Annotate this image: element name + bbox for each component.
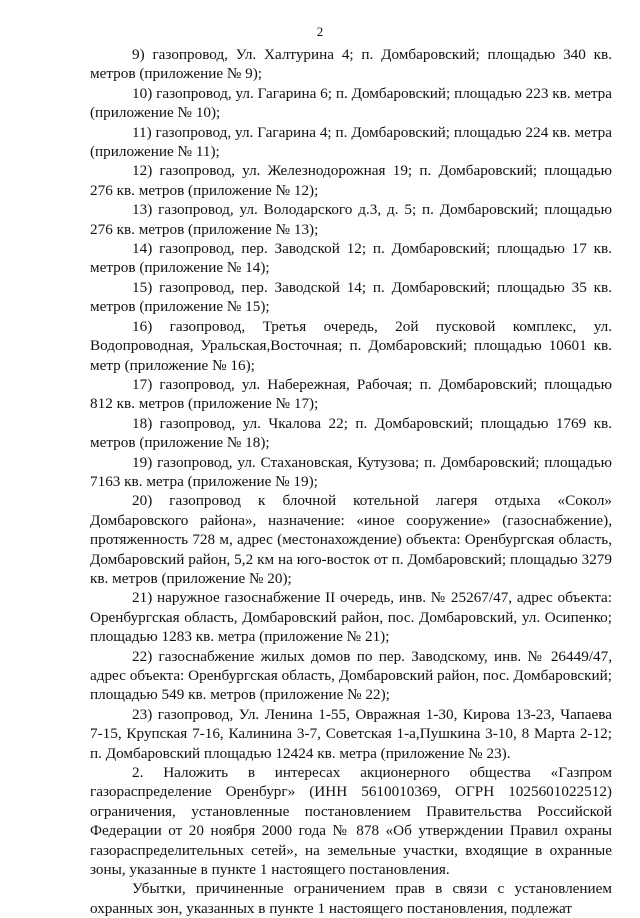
list-item-13: 13) газопровод, ул. Володарского д.3, д. 5; п. Домбаровский; площадью 276 кв. метров (приложение № 13);	[90, 201, 612, 238]
page-number: 2	[316, 24, 324, 39]
damages-paragraph: Убытки, причиненные ограничением прав в связи с установлением охранных зон, указанных в пункте 1 настоящего постановления, подлежат	[90, 880, 612, 917]
document-body	[90, 45, 612, 918]
list-item-20: 20) газопровод к блочной котельной лагеря отдыха «Сокол» Домбаровского района», назначение: «иное сооружение» (газоснабжение), протяженность 728 м, адрес (местонахождение) объекта: Оренбургская область, Домбаровский район, 5,2 км на юго-восток от п. Домбаровский; площадью 3279 кв. метров (приложение № 20);	[90, 492, 612, 587]
list-item-18: 18) газопровод, ул. Чкалова 22; п. Домбаровский; площадью 1769 кв. метров (приложение № 18);	[90, 414, 612, 452]
clause-2: 2. Наложить в интересах акционерного общества «Газпром газораспределение Оренбург» (ИНН 5610010369, ОГРН 1025601022512) ограничения, установленные постановлением Правительства Российской Федерации от 20 ноября 2000 года № 878 «Об утверждении Правил охраны газораспределительных сетей», на земельные участки, входящие в охранные зоны, указанные в пункте 1 настоящего постановления.	[90, 764, 612, 879]
list-item-14: 14) газопровод, пер. Заводской 12; п. Домбаровский; площадью 17 кв. метров (приложение № 14);	[90, 240, 612, 277]
list-item-12: 12) газопровод, ул. Железнодорожная 19; п. Домбаровский; площадью 276 кв. метров (приложение № 12);	[90, 162, 612, 199]
list-item-19: 19) газопровод, ул. Стахановская, Кутузова; п. Домбаровский; площадью 7163 кв. метра (приложение № 19);	[90, 453, 612, 490]
list-item-22: 22) газоснабжение жилых домов по пер. Заводскому, инв. № 26449/47, адрес объекта: Оренбургская область, Домбаровский район, пос. Домбаровский; площадью 549 кв. метров (приложение № 22);	[90, 647, 612, 704]
list-item-17: 17) газопровод, ул. Набережная, Рабочая; п. Домбаровский; площадью 812 кв. метров (приложение № 17);	[90, 375, 612, 413]
list-item-21: 21) наружное газоснабжение II очередь, инв. № 25267/47, адрес объекта: Оренбургская область, Домбаровский район, пос. Домбаровский, ул. Осипенко; площадью 1283 кв. метра (приложение № 21);	[90, 589, 612, 646]
list-item-16: 16) газопровод, Третья очередь, 2ой пусковой комплекс, ул. Водопроводная, Уральская,Восточная; п. Домбаровский; площадью 10601 кв. метр (приложение № 16);	[90, 317, 612, 374]
list-item-11: 11) газопровод, ул. Гагарина 4; п. Домбаровский; площадью 224 кв. метра (приложение № 11);	[90, 123, 612, 161]
list-item-9: 9) газопровод, Ул. Халтурина 4; п. Домбаровский; площадью 340 кв. метров (приложение № 9);	[90, 46, 612, 83]
list-item-15: 15) газопровод, пер. Заводской 14; п. Домбаровский; площадью 35 кв. метров (приложение № 15);	[90, 278, 612, 316]
list-item-23: 23) газопровод, Ул. Ленина 1-55, Овражная 1-30, Кирова 13-23, Чапаева 7-15, Крупская 7-16, Калинина 3-7, Советская 1-а,Пушкина 3-10, 8 Марта 2-12; п. Домбаровский площадью 12424 кв. метра (приложение № 23).	[90, 705, 612, 762]
list-item-10: 10) газопровод, ул. Гагарина 6; п. Домбаровский; площадью 223 кв. метра (приложение № 10);	[90, 84, 612, 122]
